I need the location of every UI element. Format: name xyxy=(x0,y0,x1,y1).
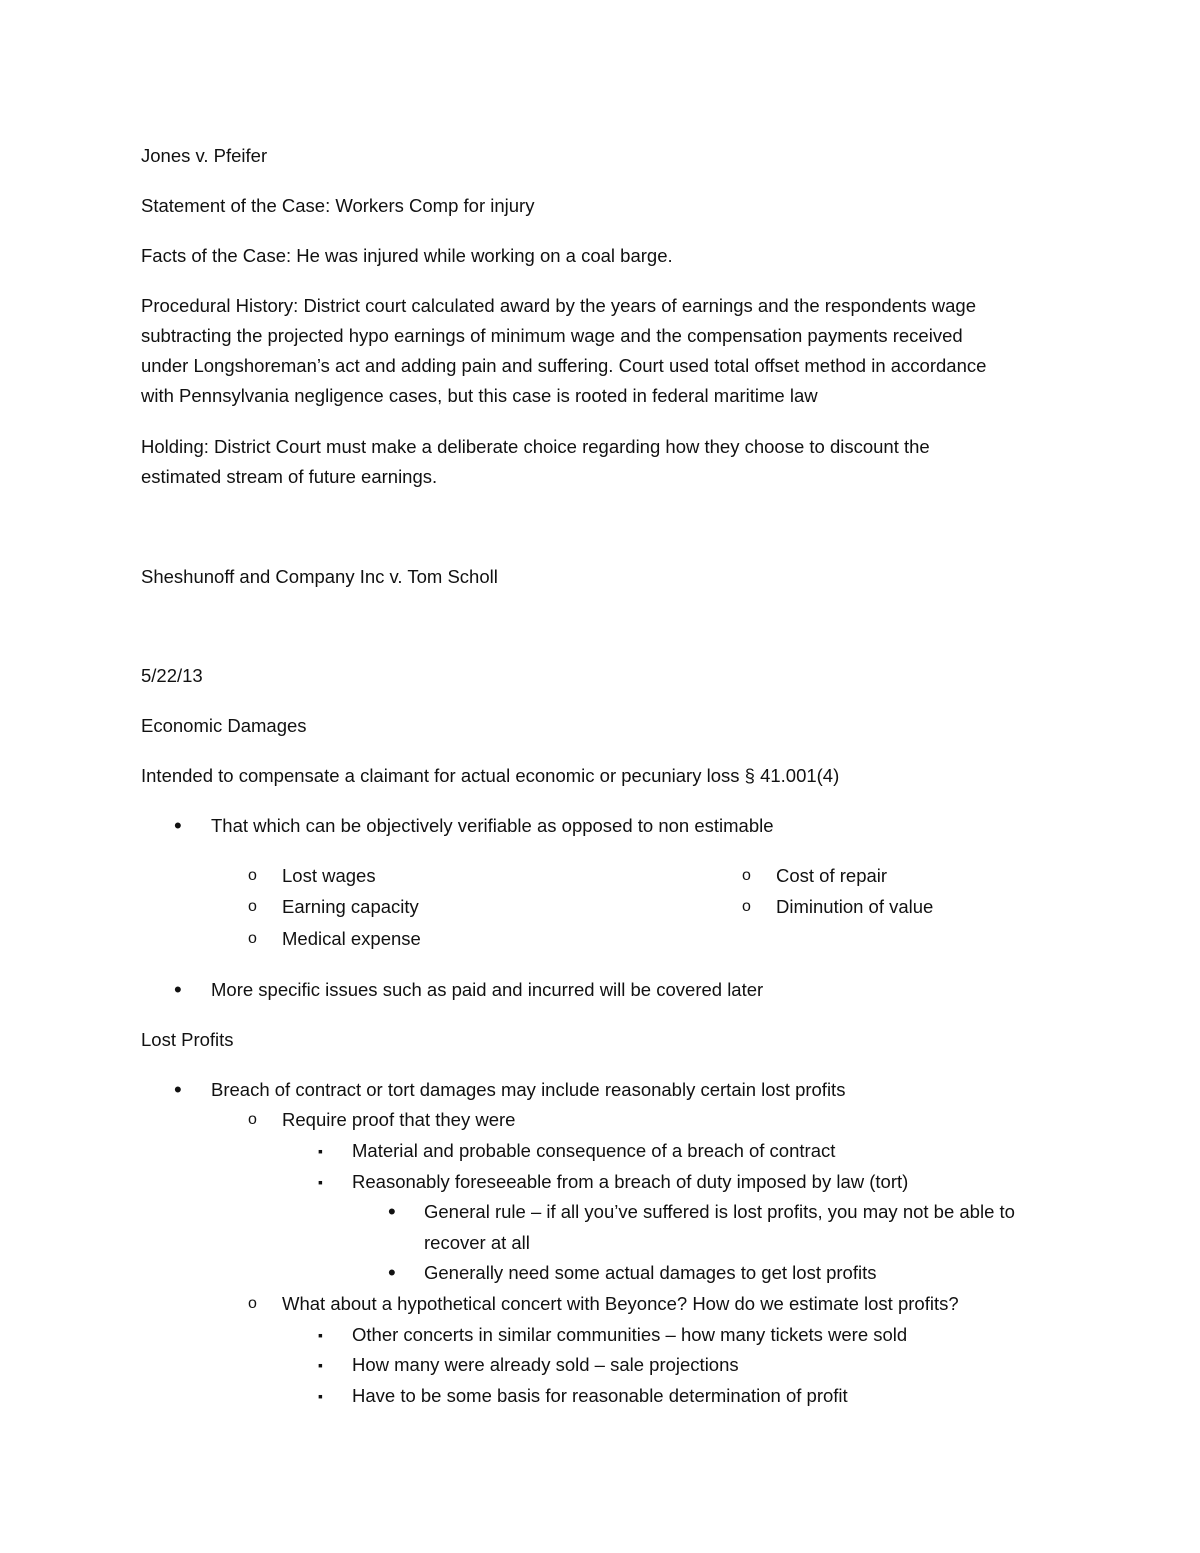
bullet-circle-icon xyxy=(248,928,257,950)
procedural-history-line: under Longshoreman’s act and adding pain and suffering. Court used total offset method in accordance xyxy=(141,355,987,376)
list-item: Diminution of value xyxy=(776,896,934,917)
facts-of-case: Facts of the Case: He was injured while working on a coal barge. xyxy=(141,245,673,266)
statement-of-case: Statement of the Case: Workers Comp for injury xyxy=(141,195,535,216)
bullet-circle-icon xyxy=(248,865,257,887)
bullet-square-icon xyxy=(318,1385,323,1408)
list-item: Have to be some basis for reasonable determination of profit xyxy=(352,1385,848,1406)
bullet-square-icon xyxy=(318,1171,323,1194)
holding-line: estimated stream of future earnings. xyxy=(141,466,438,487)
list-item: What about a hypothetical concert with Beyonce? How do we estimate lost profits? xyxy=(282,1293,959,1314)
bullet-circle-icon xyxy=(248,896,257,918)
case-title-sheshunoff: Sheshunoff and Company Inc v. Tom Scholl xyxy=(141,566,498,587)
holding-line: Holding: District Court must make a deliberate choice regarding how they choose to discount the xyxy=(141,436,930,457)
bullet-square-icon xyxy=(318,1354,323,1377)
bullet-circle-icon xyxy=(742,865,751,887)
list-item: More specific issues such as paid and incurred will be covered later xyxy=(211,979,764,1000)
list-item: Generally need some actual damages to get lost profits xyxy=(424,1262,877,1283)
bullet-circle-icon xyxy=(742,896,751,918)
list-item: How many were already sold – sale projections xyxy=(352,1354,739,1375)
list-item: Require proof that they were xyxy=(282,1109,516,1130)
list-item: Breach of contract or tort damages may include reasonably certain lost profits xyxy=(211,1079,846,1100)
case-title-jones: Jones v. Pfeifer xyxy=(141,145,268,166)
bullet-dot-icon xyxy=(388,1201,396,1226)
procedural-history-line: with Pennsylvania negligence cases, but this case is rooted in federal maritime law xyxy=(141,385,818,406)
bullet-square-icon xyxy=(318,1140,323,1163)
list-item: Other concerts in similar communities – how many tickets were sold xyxy=(352,1324,908,1345)
list-item: Earning capacity xyxy=(282,896,419,917)
lost-profits-heading: Lost Profits xyxy=(141,1029,234,1050)
bullet-dot-icon xyxy=(174,815,182,840)
list-item: Lost wages xyxy=(282,865,376,886)
bullet-dot-icon xyxy=(174,1079,182,1104)
list-item: Cost of repair xyxy=(776,865,888,886)
procedural-history-line: Procedural History: District court calculated award by the years of earnings and the respondents wage xyxy=(141,295,976,316)
list-item: Medical expense xyxy=(282,928,421,949)
list-item: General rule – if all you’ve suffered is lost profits, you may not be able to xyxy=(424,1201,1015,1222)
bullet-circle-icon xyxy=(248,1293,257,1315)
bullet-dot-icon xyxy=(174,979,182,1004)
list-item: Reasonably foreseeable from a breach of duty imposed by law (tort) xyxy=(352,1171,909,1192)
procedural-history-line: subtracting the projected hypo earnings of minimum wage and the compensation payments received xyxy=(141,325,963,346)
bullet-circle-icon xyxy=(248,1109,257,1131)
bullet-square-icon xyxy=(318,1324,323,1347)
economic-damages-heading: Economic Damages xyxy=(141,715,307,736)
list-item: Material and probable consequence of a breach of contract xyxy=(352,1140,836,1161)
economic-damages-intro: Intended to compensate a claimant for actual economic or pecuniary loss § 41.001(4) xyxy=(141,765,840,786)
list-item: That which can be objectively verifiable as opposed to non estimable xyxy=(211,815,774,836)
date-heading: 5/22/13 xyxy=(141,665,203,686)
bullet-dot-icon xyxy=(388,1262,396,1287)
list-item-continuation: recover at all xyxy=(424,1232,530,1253)
